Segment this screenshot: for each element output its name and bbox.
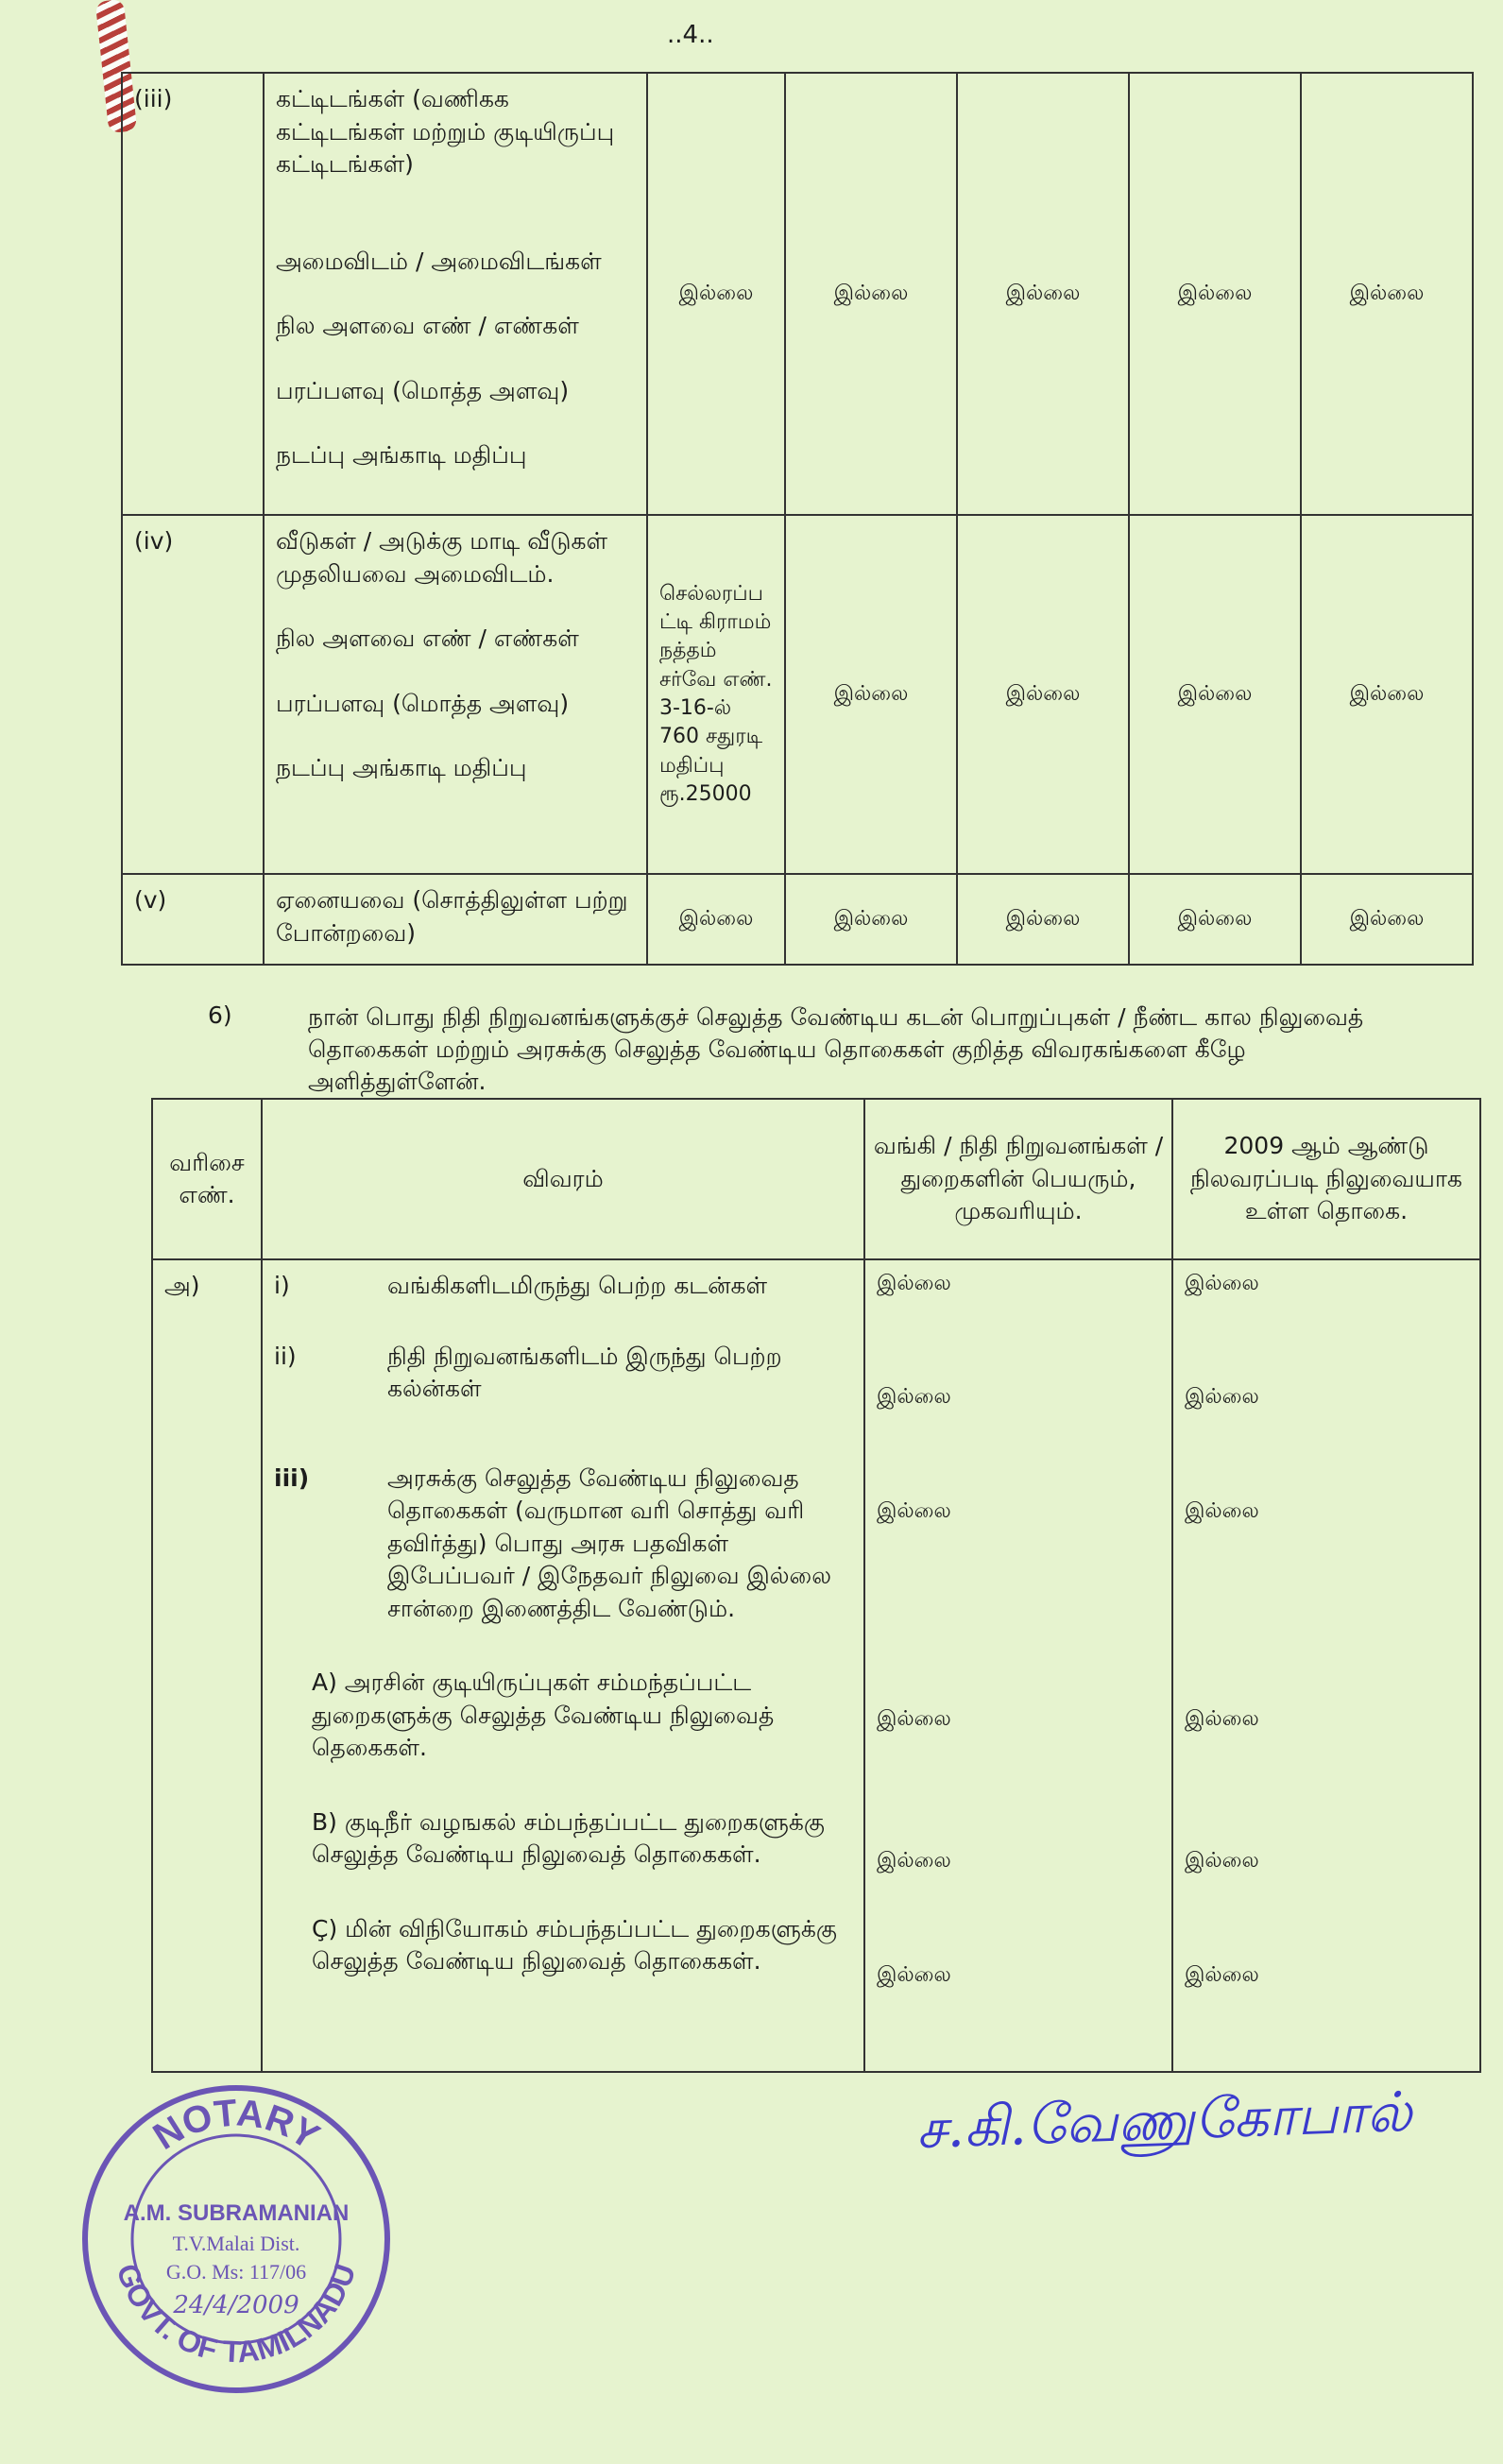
value-cell: இல்லை xyxy=(1129,515,1301,874)
value-cell: இல்லை xyxy=(957,515,1129,874)
value-cell: இல்லை xyxy=(1129,73,1301,515)
table-row xyxy=(122,874,1473,965)
stamp-bottom-text: GOVT. OF TAMILNADU xyxy=(110,2259,363,2370)
table-row xyxy=(122,73,1473,515)
stamp-top-text: NOTARY xyxy=(145,2092,327,2159)
assets-table xyxy=(121,72,1474,966)
description-line: அமைவிடம் / அமைவிடங்கள் xyxy=(276,247,602,275)
sub-item: A) அரசின் குடியிருப்புகள் சம்மந்தப்பட்ட துறைகளுக்கு செலுத்த வேண்டிய நிலுவைத் தெகைகள். xyxy=(312,1668,775,1761)
row-index: (iv) xyxy=(122,515,264,874)
header-institution: வங்கி / நிதி நிறுவனங்கள் / துறைகளின் பெயரும், முகவரியும். xyxy=(864,1099,1172,1259)
stamp-district: T.V.Malai Dist. xyxy=(172,2232,300,2255)
value-cell: இல்லை xyxy=(957,874,1129,965)
sub-item: B) குடிநீர் வழஙகல் சம்பந்தப்பட்ட துறைகளுக்கு செலுத்த வேண்டிய நிலுவைத் தொகைகள். xyxy=(312,1807,825,1868)
value-cell: இல்லை xyxy=(1129,874,1301,965)
header-details: விவரம் xyxy=(262,1099,864,1259)
description-line: பரப்பளவு (மொத்த அளவு) xyxy=(276,376,570,404)
section-paragraph: நான் பொது நிதி நிறுவனங்களுக்குச் செலுத்த வேண்டிய கடன் பொறுப்புகள் / நீண்ட கால நிலுவைத் தொகைகள் மற்றும் அரசுக்கு செலுத்த வேண்டிய தொகைகள் குறித்த விவரகங்களை கீழே அளித்துள்ளேன். xyxy=(308,1003,1364,1095)
notary-stamp xyxy=(76,2079,397,2400)
section-number: 6) xyxy=(208,1001,232,1029)
row-index: (iii) xyxy=(122,73,264,515)
value-cell: செல்லரப்ப ட்டி கிராமம் நத்தம் சர்வே எண். 3-16-ல் 760 சதுரடி மதிப்பு ரூ.25000 xyxy=(647,515,785,874)
description-line: நடப்பு அங்காடி மதிப்பு xyxy=(276,441,527,469)
value-cell: இல்லை xyxy=(647,73,785,515)
value-cell: இல்லை xyxy=(785,73,957,515)
page-number: ..4.. xyxy=(667,21,714,49)
header-amount: 2009 ஆம் ஆண்டு நிலவரப்படி நிலுவையாக உள்ள தொகை. xyxy=(1172,1099,1480,1259)
row-index: (v) xyxy=(122,874,264,965)
sub-item: Ç) மின் விநியோகம் சம்பந்தப்பட்ட துறைகளுக்கு செலுத்த வேண்டிய நிலுவைத் தொகைகள். xyxy=(312,1914,837,1975)
value-cell: இல்லை xyxy=(1301,515,1473,874)
value-cell: இல்லை xyxy=(785,515,957,874)
stamp-name: A.M. SUBRAMANIAN xyxy=(123,2200,350,2226)
stamp-date: 24/4/2009 xyxy=(173,2291,299,2319)
amount-cell: இல்லை இல்லை இல்லை இல்லை இல்லை இல்லை xyxy=(1172,1259,1480,2072)
institution-cell: இல்லை இல்லை இல்லை இல்லை இல்லை இல்லை xyxy=(864,1259,1172,2072)
description-line: வீடுகள் / அடுக்கு மாடி வீடுகள் முதலியவை அமைவிடம். xyxy=(276,527,608,588)
list-item: iii) அரசுக்கு செலுத்த வேண்டிய நிலுவைத தொகைகள் (வருமான வரி சொத்து வரி தவிர்த்து) பொது அரசு பதவிகள் இபேப்பவர் / இநேதவர் நிலுவை இல்லை சான்றை இணைத்திட வேண்டும். xyxy=(274,1463,831,1622)
header-row xyxy=(152,1099,1480,1259)
signature: ச.கி.வேணுகோபால் xyxy=(914,2079,1413,2162)
description-line: பரப்பளவு (மொத்த அளவு) xyxy=(276,689,570,717)
list-item: i) வங்கிகளிடமிருந்து பெற்ற கடன்கள் xyxy=(274,1272,768,1299)
description-line: நில அளவை எண் / எண்கள் xyxy=(276,312,579,339)
table-row xyxy=(152,1259,1480,2072)
row-description xyxy=(264,73,647,515)
row-description: ஏனையவை (சொத்திலுள்ள பற்று போன்றவை) xyxy=(264,874,647,965)
list-item: ii) நிதி நிறுவனங்களிடம் இருந்து பெற்ற கல்ன்கள் xyxy=(274,1342,782,1402)
header-serial: வரிசை எண். xyxy=(152,1099,262,1259)
value-cell: இல்லை xyxy=(1301,73,1473,515)
stamp-order: G.O. Ms: 117/06 xyxy=(165,2260,307,2284)
description-line: நடப்பு அங்காடி மதிப்பு xyxy=(276,754,527,781)
row-details xyxy=(262,1259,864,2072)
row-index: அ) xyxy=(152,1259,262,2072)
value-cell: இல்லை xyxy=(785,874,957,965)
table-row xyxy=(122,515,1473,874)
row-description xyxy=(264,515,647,874)
description-line: நில அளவை எண் / எண்கள் xyxy=(276,625,579,652)
liabilities-table xyxy=(151,1098,1481,2073)
value-cell: இல்லை xyxy=(1301,874,1473,965)
value-cell: இல்லை xyxy=(647,874,785,965)
description-line: கட்டிடங்கள் (வணிகக கட்டிடங்கள் மற்றும் குடியிருப்பு கட்டிடங்கள்) xyxy=(276,85,615,178)
value-cell: இல்லை xyxy=(957,73,1129,515)
